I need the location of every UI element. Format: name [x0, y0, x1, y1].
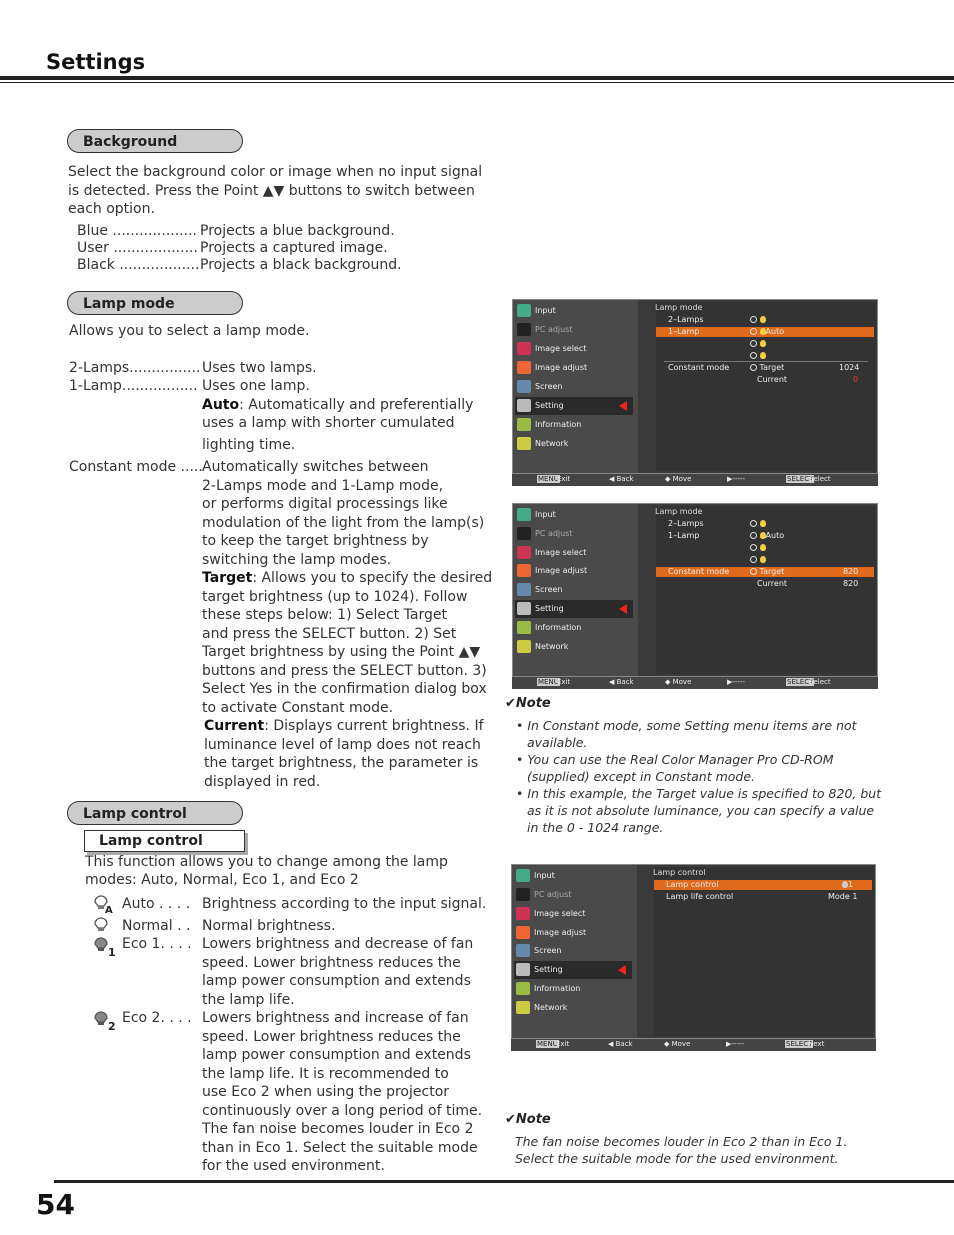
target-bold: Target: [202, 570, 253, 586]
auto-mode-desc: Brightness according to the input signal.: [202, 896, 487, 912]
menu-item-image-select: Image select: [515, 340, 633, 358]
menu-item-information: Information: [514, 980, 632, 998]
auto-lamp-icon: [92, 894, 114, 914]
menu-item-input: Input: [515, 302, 633, 320]
submenu-title: Lamp mode: [655, 507, 703, 516]
input-icon: [517, 304, 531, 317]
lamp-control-intro-1: This function allows you to change among the lamp: [85, 854, 448, 870]
menu-item-image-adjust: Image adjust: [515, 562, 633, 580]
setting-icon: [517, 602, 531, 615]
screen-icon: [516, 944, 530, 957]
bg-blue-term: Blue ...................: [77, 223, 197, 239]
eco2-term: Eco 2. . . .: [122, 1010, 192, 1026]
note-heading-2: ✔Note: [505, 1112, 551, 1127]
menu-item-input: Input: [514, 867, 632, 885]
bulb-icon: [760, 556, 766, 563]
note-line: The fan noise becomes louder in Eco 2 than in Eco 1.: [515, 1134, 848, 1149]
eco1-lamp-icon: [92, 937, 116, 957]
current-value: 0: [853, 375, 859, 384]
constant-line: Automatically switches between: [202, 459, 429, 475]
note-line: (supplied) except in Constant mode.: [527, 769, 756, 784]
constant-term: Constant mode .....: [69, 459, 203, 475]
menu-item-setting: Setting: [514, 961, 632, 979]
target-line: target brightness (up to 1024). Follow: [202, 588, 468, 605]
option-lamp-life-control: Lamp life control: [666, 892, 734, 901]
one-lamp-term: 1-Lamp.................: [69, 378, 198, 394]
option-auto: Auto: [750, 531, 784, 540]
target-line: to activate Constant mode.: [202, 699, 394, 716]
normal-mode-desc: Normal brightness.: [202, 918, 336, 934]
eco2-line: the lamp life. It is recommended to: [202, 1065, 449, 1082]
radio-icon: [750, 328, 757, 335]
target-text: : Allows you to specify the desired: [252, 570, 493, 586]
eco1-line: speed. Lower brightness reduces the: [202, 954, 461, 971]
radio-icon: [750, 352, 757, 359]
note-line: available.: [527, 735, 588, 750]
image-select-icon: [517, 546, 531, 559]
bg-blue-desc: Projects a blue background.: [200, 223, 395, 239]
eco2-line: Lowers brightness and increase of fan: [202, 1010, 469, 1026]
background-intro-2: is detected. Press the Point ▲▼ buttons to switch between: [68, 183, 475, 199]
two-lamps-term: 2-Lamps................: [69, 360, 201, 376]
pc-adjust-icon: [517, 323, 531, 336]
bulb-icon: [760, 316, 766, 323]
target-row: Target: [750, 567, 784, 576]
target-line: Target brightness by using the Point ▲▼: [202, 644, 481, 660]
setting-icon: [516, 963, 530, 976]
background-intro-1: Select the background color or image when no input signal: [68, 164, 483, 180]
menu-item-setting: Setting: [515, 397, 633, 415]
radio-icon: [750, 316, 757, 323]
radio-icon: [750, 532, 757, 539]
svg-text:1: 1: [108, 946, 116, 957]
auto-desc-line2: uses a lamp with shorter cumulated: [202, 415, 455, 431]
input-icon: [516, 869, 530, 882]
one-lamp-desc: Uses one lamp.: [202, 378, 310, 394]
eco2-line: speed. Lower brightness reduces the: [202, 1028, 461, 1045]
target-line: buttons and press the SELECT button. 3): [202, 662, 487, 679]
eco2-line: for the used environment.: [202, 1158, 385, 1174]
bulb-icon: [760, 352, 766, 359]
eco1-desc: [202, 935, 473, 1009]
target-line: these steps below: 1) Select Target: [202, 607, 447, 623]
menu-item-image-adjust: Image adjust: [514, 924, 632, 942]
side-menu: [513, 504, 638, 676]
background-intro-3: each option.: [68, 201, 155, 217]
submenu-panel: [656, 506, 876, 674]
background-heading: Background: [67, 129, 243, 153]
two-lamps-desc: Uses two lamps.: [202, 360, 317, 376]
lamp-mode-screenshot-1: [512, 299, 878, 474]
option-auto: Auto: [750, 327, 784, 336]
eco1-line: Lowers brightness and decrease of fan: [202, 936, 474, 952]
footer-bar-2: MENU Exit ◀ Back ◆ Move ▶----- SELECT Select: [512, 677, 878, 689]
menu-item-setting: Setting: [515, 600, 633, 618]
option-eco: [750, 351, 766, 360]
radio-icon: [750, 364, 757, 371]
note-body-1: [516, 717, 881, 836]
lamp-control-screenshot: [511, 864, 876, 1039]
svg-text:A: A: [105, 905, 113, 914]
menu-item-image-select: Image select: [515, 544, 633, 562]
current-value: 820: [843, 579, 859, 588]
auto-desc-line3: lighting time.: [202, 437, 296, 453]
constant-line: modulation of the light from the lamp(s): [202, 514, 485, 531]
eco2-line: lamp power consumption and extends: [202, 1047, 471, 1063]
menu-item-information: Information: [515, 619, 633, 637]
setting-icon: [517, 399, 531, 412]
submenu-title: Lamp mode: [655, 303, 703, 312]
eco1-term: Eco 1. . . .: [122, 936, 192, 952]
menu-item-network: Network: [514, 999, 632, 1017]
eco2-line: The fan noise becomes louder in Eco 2: [202, 1121, 474, 1137]
constant-line: 2-Lamps mode and 1-Lamp mode,: [202, 477, 444, 494]
divider: [664, 361, 868, 362]
menu-item-screen: Screen: [515, 378, 633, 396]
information-icon: [517, 418, 531, 431]
eco1-line: the lamp life.: [202, 991, 295, 1008]
menu-item-pc-adjust: PC adjust: [514, 886, 632, 904]
footer-rule: [54, 1180, 954, 1183]
selected-arrow-icon: [619, 401, 627, 411]
header-rule: [0, 76, 954, 80]
eco2-desc: [202, 1009, 482, 1176]
pc-adjust-icon: [517, 527, 531, 540]
note-line: • In Constant mode, some Setting menu items are not: [516, 718, 857, 733]
eco2-line: than in Eco 1. Select the suitable mode: [202, 1139, 478, 1156]
lamp-mode-screenshot-2: [512, 503, 878, 677]
image-adjust-icon: [517, 564, 531, 577]
selected-arrow-icon: [619, 604, 627, 614]
bulb-icon: [760, 520, 766, 527]
option-normal: [750, 339, 766, 348]
menu-item-information: Information: [515, 416, 633, 434]
bg-black-term: Black ..................: [77, 257, 200, 273]
bg-black-desc: Projects a black background.: [200, 257, 402, 273]
target-line: and press the SELECT button. 2) Set: [202, 625, 457, 642]
eco2-line: continuously over a long period of time.: [202, 1102, 483, 1119]
lamp-control-heading: Lamp control: [67, 801, 243, 825]
radio-icon: [750, 340, 757, 347]
bulb-icon: [760, 544, 766, 551]
pc-adjust-icon: [516, 888, 530, 901]
input-icon: [517, 508, 531, 521]
target-row: Target: [750, 363, 784, 372]
lamp-control-sublabel: Lamp control: [84, 830, 245, 852]
option-normal: [750, 543, 766, 552]
header-rule-thin: [0, 82, 954, 83]
eco2-lamp-icon: [92, 1011, 116, 1031]
image-select-icon: [516, 907, 530, 920]
radio-icon: [750, 556, 757, 563]
information-icon: [516, 982, 530, 995]
note-line: as it is not absolute luminance, you can specify a value: [527, 803, 875, 818]
current-bold: Current: [204, 718, 265, 734]
current-line: displayed in red.: [204, 773, 321, 790]
note-body-2: [515, 1133, 847, 1167]
target-value: 1024: [839, 363, 860, 372]
current-label: Current: [757, 579, 788, 588]
submenu-panel: [654, 867, 874, 1036]
bg-user-term: User ...................: [77, 240, 198, 256]
current-line: the target brightness, the parameter is: [204, 755, 479, 771]
note-line: • You can use the Real Color Manager Pro CD-ROM: [516, 752, 834, 767]
side-menu: [512, 865, 637, 1038]
screen-icon: [517, 380, 531, 393]
page-number: 54: [36, 1188, 75, 1221]
auto-bold: Auto: [202, 397, 240, 413]
option-lamp-control: Lamp control: [666, 880, 719, 889]
radio-icon: [750, 568, 757, 575]
constant-line: or performs digital processings like: [202, 496, 448, 512]
constant-line: to keep the target brightness by: [202, 533, 429, 549]
note-line: in the 0 - 1024 range.: [527, 820, 664, 835]
normal-lamp-icon: [92, 917, 110, 935]
page-title: Settings: [46, 50, 146, 74]
eco2-line: use Eco 2 when using the projector: [202, 1084, 450, 1100]
normal-term: Normal . .: [122, 918, 191, 934]
radio-icon: [750, 520, 757, 527]
bulb-icon: [760, 340, 766, 347]
network-icon: [516, 1001, 530, 1014]
option-1-lamp: 1–Lamp: [668, 531, 700, 540]
lamp-mode-indicator-icon: 1: [842, 880, 853, 889]
menu-item-input: Input: [515, 506, 633, 524]
note-line: Select the suitable mode for the used environment.: [515, 1151, 839, 1166]
image-adjust-icon: [517, 361, 531, 374]
constant-desc: [202, 458, 492, 791]
target-line: Select Yes in the confirmation dialog box: [202, 681, 487, 697]
current-line: luminance level of lamp does not reach: [204, 736, 481, 753]
image-select-icon: [517, 342, 531, 355]
option-2-lamps: 2–Lamps: [668, 519, 704, 528]
option-2-lamps-marker: [750, 519, 766, 528]
option-1-lamp: 1–Lamp: [668, 327, 700, 336]
menu-item-screen: Screen: [514, 942, 632, 960]
option-eco: [750, 555, 766, 564]
selected-arrow-icon: [618, 965, 626, 975]
option-2-lamps-marker: [750, 315, 766, 324]
option-constant-mode: Constant mode: [668, 363, 730, 372]
menu-item-network: Network: [515, 638, 633, 656]
current-line: [202, 717, 492, 736]
submenu-panel: [656, 302, 876, 471]
lamp-mode-heading: Lamp mode: [67, 291, 243, 315]
constant-line: switching the lamp modes.: [202, 551, 392, 568]
network-icon: [517, 437, 531, 450]
radio-icon: [750, 544, 757, 551]
image-adjust-icon: [516, 926, 530, 939]
target-value: 820: [843, 567, 859, 576]
note-heading-1: ✔Note: [505, 696, 551, 711]
lamp-control-intro-2: modes: Auto, Normal, Eco 1, and Eco 2: [85, 872, 359, 888]
note-line: • In this example, the Target value is specified to 820, but: [516, 786, 882, 801]
screen-icon: [517, 583, 531, 596]
footer-bar-1: MENU Exit ◀ Back ◆ Move ▶----- SELECT Select: [512, 474, 878, 486]
current-text: : Displays current brightness. If: [264, 718, 484, 734]
target-line: [202, 569, 492, 588]
menu-item-pc-adjust: PC adjust: [515, 321, 633, 339]
information-icon: [517, 621, 531, 634]
menu-item-network: Network: [515, 435, 633, 453]
auto-desc-line1: [202, 396, 473, 415]
network-icon: [517, 640, 531, 653]
menu-item-screen: Screen: [515, 581, 633, 599]
submenu-title: Lamp control: [653, 868, 706, 877]
side-menu: [513, 300, 638, 473]
menu-item-pc-adjust: PC adjust: [515, 525, 633, 543]
lamp-mode-intro: Allows you to select a lamp mode.: [69, 323, 310, 339]
auto-term: Auto . . . .: [122, 896, 191, 912]
footer-bar-3: MENU Exit ◀ Back ◆ Move ▶----- SELECT Next: [511, 1039, 876, 1051]
eco1-line: lamp power consumption and extends: [202, 973, 471, 989]
bg-user-desc: Projects a captured image.: [200, 240, 388, 256]
option-constant-mode: Constant mode: [668, 567, 730, 576]
menu-item-image-select: Image select: [514, 905, 632, 923]
current-label: Current: [757, 375, 788, 384]
svg-text:2: 2: [108, 1020, 116, 1031]
lamp-life-value: Mode 1: [828, 892, 858, 901]
auto-text: : Automatically and preferentially: [239, 397, 474, 413]
option-2-lamps: 2–Lamps: [668, 315, 704, 324]
menu-item-image-adjust: Image adjust: [515, 359, 633, 377]
